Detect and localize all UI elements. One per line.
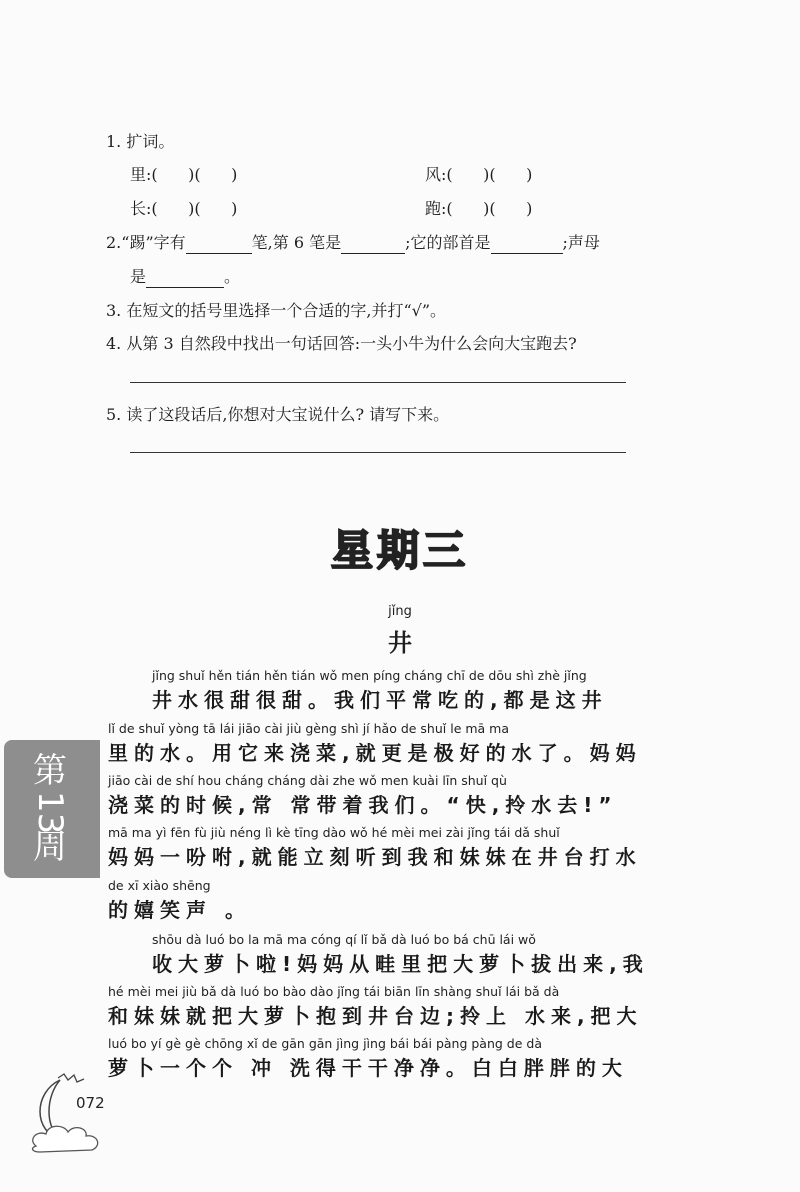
answer-blank[interactable] xyxy=(186,235,252,254)
question-1-row1-left: 里:( )( ) xyxy=(130,165,238,184)
question-2-part5: 是 xyxy=(130,267,147,286)
answer-blank[interactable] xyxy=(341,235,405,254)
question-2-line2 xyxy=(130,266,240,288)
question-2-line1 xyxy=(106,232,600,254)
week-tab-number: 13 xyxy=(30,791,70,835)
answer-blank[interactable] xyxy=(491,235,563,254)
pinyin-line: de xī xiào shēng xyxy=(108,878,211,893)
week-tab-label xyxy=(32,752,68,866)
story-title-pinyin: jǐng xyxy=(388,604,412,619)
day-heading: 星期三 xyxy=(330,526,469,575)
page-number: 072 xyxy=(76,1094,105,1112)
question-1-row2-right: 跑:( )( ) xyxy=(425,199,533,218)
question-5: 5. 读了这段话后,你想对大宝说什么? 请写下来。 xyxy=(106,405,450,424)
question-2-part2: 笔,第 6 笔是 xyxy=(251,233,342,252)
text-line: 的嬉笑声 。 xyxy=(108,898,251,922)
question-1-title: 1. 扩词。 xyxy=(106,132,175,151)
question-2-part6: 。 xyxy=(224,267,241,286)
pinyin-line: hé mèi mei jiù bǎ dà luó bo bào dào jǐng tái biān līn shàng shuǐ lái bǎ dà xyxy=(108,984,560,999)
text-line: 收大萝卜啦!妈妈从畦里把大萝卜拔出来,我 xyxy=(152,952,649,976)
question-4-answer-line[interactable] xyxy=(130,382,626,383)
week-tab-line3: 周 xyxy=(33,827,67,867)
question-1-row2-left: 长:( )( ) xyxy=(130,199,238,218)
question-2-part3: ;它的部首是 xyxy=(405,233,491,252)
text-line: 井水很甜很甜。我们平常吃的,都是这井 xyxy=(152,688,608,712)
pinyin-line: mā ma yì fēn fù jiù néng lì kè tīng dào wǒ hé mèi mei zài jǐng tái dǎ shuǐ xyxy=(108,825,560,840)
moon-cloud-icon xyxy=(22,1070,142,1160)
question-3: 3. 在短文的括号里选择一个合适的字,并打“√”。 xyxy=(106,301,446,320)
text-line: 萝卜一个个 冲 洗得干干净净。白白胖胖的大 xyxy=(108,1056,628,1080)
pinyin-line: luó bo yí gè gè chōng xǐ de gān gān jìng jìng bái bái pàng pàng de dà xyxy=(108,1036,542,1051)
story-title: 井 xyxy=(388,629,412,657)
question-5-answer-line[interactable] xyxy=(130,452,626,453)
pinyin-line: shōu dà luó bo la mā ma cóng qí lǐ bǎ dà luó bo bá chū lái wǒ xyxy=(152,932,536,947)
pinyin-line: lǐ de shuǐ yòng tā lái jiāo cài jiù gèng shì jí hǎo de shuǐ le mā ma xyxy=(108,721,510,736)
question-1-row1-right: 风:( )( ) xyxy=(425,165,533,184)
week-tab-line1: 第 xyxy=(33,751,67,791)
text-line: 妈妈一吩咐,就能立刻听到我和妹妹在井台打水 xyxy=(108,845,642,869)
text-line: 里的水。用它来浇菜,就更是极好的水了。妈妈 xyxy=(108,741,642,765)
question-4: 4. 从第 3 自然段中找出一句话回答:一头小牛为什么会向大宝跑去? xyxy=(106,334,577,353)
text-line: 浇菜的时候,常 常带着我们。“快,拎水去!” xyxy=(108,793,618,817)
text-line: 和妹妹就把大萝卜抱到井台边;拎上 水来,把大 xyxy=(108,1004,643,1028)
pinyin-line: jǐng shuǐ hěn tián hěn tián wǒ men píng cháng chī de dōu shì zhè jǐng xyxy=(152,668,587,683)
question-2-part1: 2.“踢”字有 xyxy=(106,233,186,252)
question-2-part4: ;声母 xyxy=(562,233,600,252)
pinyin-line: jiāo cài de shí hou cháng cháng dài zhe wǒ men kuài līn shuǐ qù xyxy=(108,773,507,788)
answer-blank[interactable] xyxy=(146,269,224,288)
